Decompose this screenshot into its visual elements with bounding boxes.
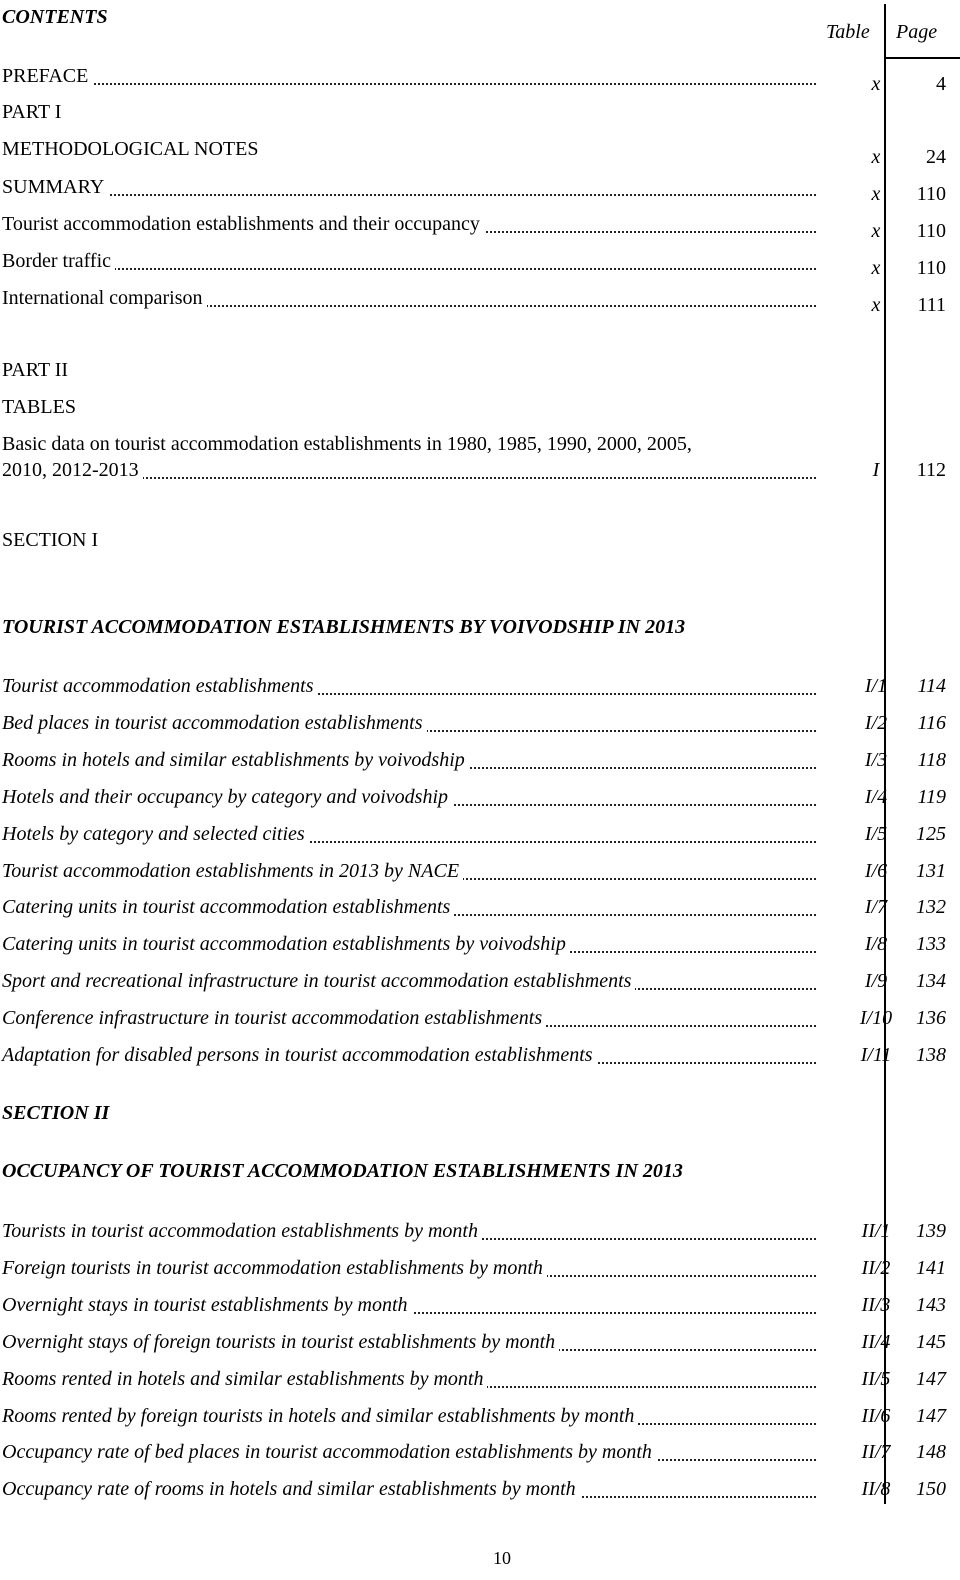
toc-page-ref: 134 <box>916 970 946 993</box>
toc-page-ref: 4 <box>936 73 946 95</box>
toc-entry-label: Foreign tourists in tourist accommodation establishments by month <box>2 1256 547 1280</box>
toc-entry-label: Tourist accommodation establishments and their occupancy <box>2 212 484 236</box>
toc-table-ref: II/2 <box>861 1256 891 1279</box>
dot-leader <box>2 268 816 270</box>
toc-table-ref: II/6 <box>861 1404 891 1427</box>
toc-entry-label: Overnight stays of foreign tourists in tourist establishments by month <box>2 1330 559 1354</box>
toc-entry-label: PREFACE <box>2 64 92 88</box>
toc-page-ref: 111 <box>917 294 946 316</box>
toc-table-ref: I/7 <box>864 896 888 919</box>
toc-entry-label: Hotels and their occupancy by category and voivodship <box>2 785 452 809</box>
page-title: CONTENTS <box>2 6 108 28</box>
toc-table-ref: x <box>871 294 881 316</box>
section-heading: TOURIST ACCOMMODATION ESTABLISHMENTS BY VOIVODSHIP IN 2013 <box>2 616 686 638</box>
toc-table-ref: I/2 <box>864 711 888 734</box>
dot-leader <box>2 83 816 85</box>
toc-entry[interactable] <box>2 1256 816 1282</box>
toc-table-ref: x <box>871 257 881 279</box>
toc-page-ref: 125 <box>916 822 946 845</box>
toc-table-ref: I/6 <box>864 859 888 882</box>
toc-page-ref: 24 <box>926 146 946 168</box>
toc-entry[interactable] <box>2 1404 816 1430</box>
part-label: PART II <box>2 359 69 381</box>
toc-entry-label: Occupancy rate of rooms in hotels and similar establishments by month <box>2 1477 580 1501</box>
toc-entry-label: Catering units in tourist accommodation establishments by voivodship <box>2 932 570 956</box>
toc-entry-basic-data-line1[interactable]: Basic data on tourist accommodation establishments in 1980, 1985, 1990, 2000, 2005, <box>2 433 692 455</box>
toc-table-ref: I/11 <box>860 1044 892 1066</box>
toc-table-ref: II/1 <box>861 1220 891 1242</box>
toc-entry[interactable] <box>2 249 816 275</box>
page-number: 10 <box>493 1548 511 1568</box>
toc-entry[interactable] <box>2 859 816 885</box>
toc-entry[interactable] <box>2 286 816 312</box>
toc-table-ref: x <box>871 220 881 242</box>
toc-entry-label: Rooms in hotels and similar establishments by voivodship <box>2 748 469 772</box>
toc-page-ref: 110 <box>916 220 946 242</box>
toc-entry-summary[interactable] <box>2 175 816 201</box>
toc-entry[interactable] <box>2 1477 816 1503</box>
toc-entry-label: Rooms rented in hotels and similar establishments by month <box>2 1367 487 1391</box>
toc-entry-basic-data[interactable] <box>2 458 816 484</box>
toc-table-ref: I/3 <box>864 748 888 771</box>
toc-page-ref: 150 <box>916 1478 946 1501</box>
toc-entry[interactable] <box>2 1440 816 1466</box>
toc-entry-label: Tourist accommodation establishments in 2013 by NACE <box>2 859 463 883</box>
toc-table-ref: II/5 <box>861 1367 891 1390</box>
toc-page-ref: 141 <box>916 1256 946 1279</box>
toc-entry-preface[interactable] <box>2 64 816 90</box>
toc-page-ref: 133 <box>916 933 946 956</box>
toc-entry[interactable] <box>2 1006 816 1032</box>
section-label: SECTION II <box>2 1102 110 1124</box>
toc-page-ref: 110 <box>916 257 946 279</box>
toc-page-ref: 136 <box>916 1007 946 1030</box>
toc-entry[interactable] <box>2 711 816 737</box>
toc-entry-label: Overnight stays in tourist establishments by month <box>2 1293 412 1317</box>
section-heading: OCCUPANCY OF TOURIST ACCOMMODATION ESTABLISHMENTS IN 2013 <box>2 1160 683 1182</box>
toc-entry[interactable] <box>2 1367 816 1393</box>
column-header-page: Page <box>896 21 938 43</box>
toc-entry[interactable] <box>2 822 816 848</box>
toc-entry[interactable] <box>2 1293 816 1319</box>
toc-page-ref: 138 <box>916 1044 946 1066</box>
toc-entry-label: Border traffic <box>2 249 115 273</box>
toc-page-ref: 132 <box>916 896 946 919</box>
toc-entry[interactable] <box>2 932 816 958</box>
column-header-table: Table <box>826 21 870 43</box>
toc-entry-label: Adaptation for disabled persons in tourist accommodation establishments <box>2 1043 597 1067</box>
column-divider-horizontal <box>884 57 960 59</box>
toc-table-ref: I/9 <box>864 970 888 993</box>
tables-label: TABLES <box>2 396 76 418</box>
toc-page-ref: 119 <box>917 785 946 808</box>
toc-entry-label: Hotels by category and selected cities <box>2 822 309 846</box>
toc-page-ref: 139 <box>916 1220 946 1242</box>
toc-table-ref: I/4 <box>864 785 888 808</box>
toc-entry[interactable] <box>2 1043 816 1069</box>
toc-entry[interactable] <box>2 212 816 238</box>
dot-leader <box>2 194 816 196</box>
toc-page-ref: 147 <box>916 1367 946 1390</box>
toc-table-ref: II/3 <box>861 1293 891 1316</box>
toc-table-ref: x <box>871 183 881 205</box>
toc-table-ref: II/7 <box>861 1441 891 1464</box>
toc-table-ref: II/8 <box>861 1478 891 1501</box>
toc-entry[interactable] <box>2 1330 816 1356</box>
toc-page-ref: 131 <box>916 859 946 882</box>
toc-table-ref: I <box>872 459 880 481</box>
toc-entry[interactable] <box>2 1219 816 1245</box>
toc-entry-label: Rooms rented by foreign tourists in hotels and similar establishments by month <box>2 1404 638 1428</box>
toc-page-ref: 118 <box>917 748 946 771</box>
toc-page-ref: 143 <box>916 1293 946 1316</box>
toc-entry[interactable] <box>2 674 816 700</box>
toc-entry[interactable] <box>2 785 816 811</box>
toc-page-ref: 147 <box>916 1404 946 1427</box>
toc-page-ref: 110 <box>916 183 946 205</box>
toc-entry[interactable] <box>2 895 816 921</box>
toc-entry-label: Tourist accommodation establishments <box>2 674 318 698</box>
toc-table-ref: x <box>871 73 881 95</box>
toc-page-ref: 116 <box>917 711 946 734</box>
toc-entry-label: Bed places in tourist accommodation establishments <box>2 711 427 735</box>
toc-page-ref: 148 <box>916 1441 946 1464</box>
toc-entry-label: SUMMARY <box>2 175 108 199</box>
toc-entry-methodological-notes[interactable]: METHODOLOGICAL NOTES <box>2 138 259 160</box>
toc-table-ref: I/8 <box>864 933 888 956</box>
toc-entry[interactable] <box>2 748 816 774</box>
toc-entry-label: Occupancy rate of bed places in tourist accommodation establishments by month <box>2 1440 656 1464</box>
toc-table-ref: I/10 <box>859 1007 893 1030</box>
toc-page-ref: 114 <box>917 675 946 697</box>
part-label: PART I <box>2 101 62 123</box>
toc-table-ref: II/4 <box>861 1330 891 1353</box>
toc-entry-label: International comparison <box>2 286 207 310</box>
toc-entry-label: Tourists in tourist accommodation establishments by month <box>2 1219 482 1243</box>
toc-entry-label: Conference infrastructure in tourist accommodation establishments <box>2 1006 546 1030</box>
toc-entry[interactable] <box>2 969 816 995</box>
section-label: SECTION I <box>2 529 99 551</box>
toc-table-ref: I/5 <box>864 822 888 845</box>
toc-page-ref: 145 <box>916 1330 946 1353</box>
toc-entry-label: Sport and recreational infrastructure in tourist accommodation establishments <box>2 969 635 993</box>
toc-page-ref: 112 <box>916 459 946 481</box>
toc-table-ref: I/1 <box>864 675 888 697</box>
toc-entry-label: Catering units in tourist accommodation establishments <box>2 895 454 919</box>
toc-entry-label: 2010, 2012-2013 <box>2 458 143 482</box>
toc-table-ref: x <box>871 146 881 168</box>
